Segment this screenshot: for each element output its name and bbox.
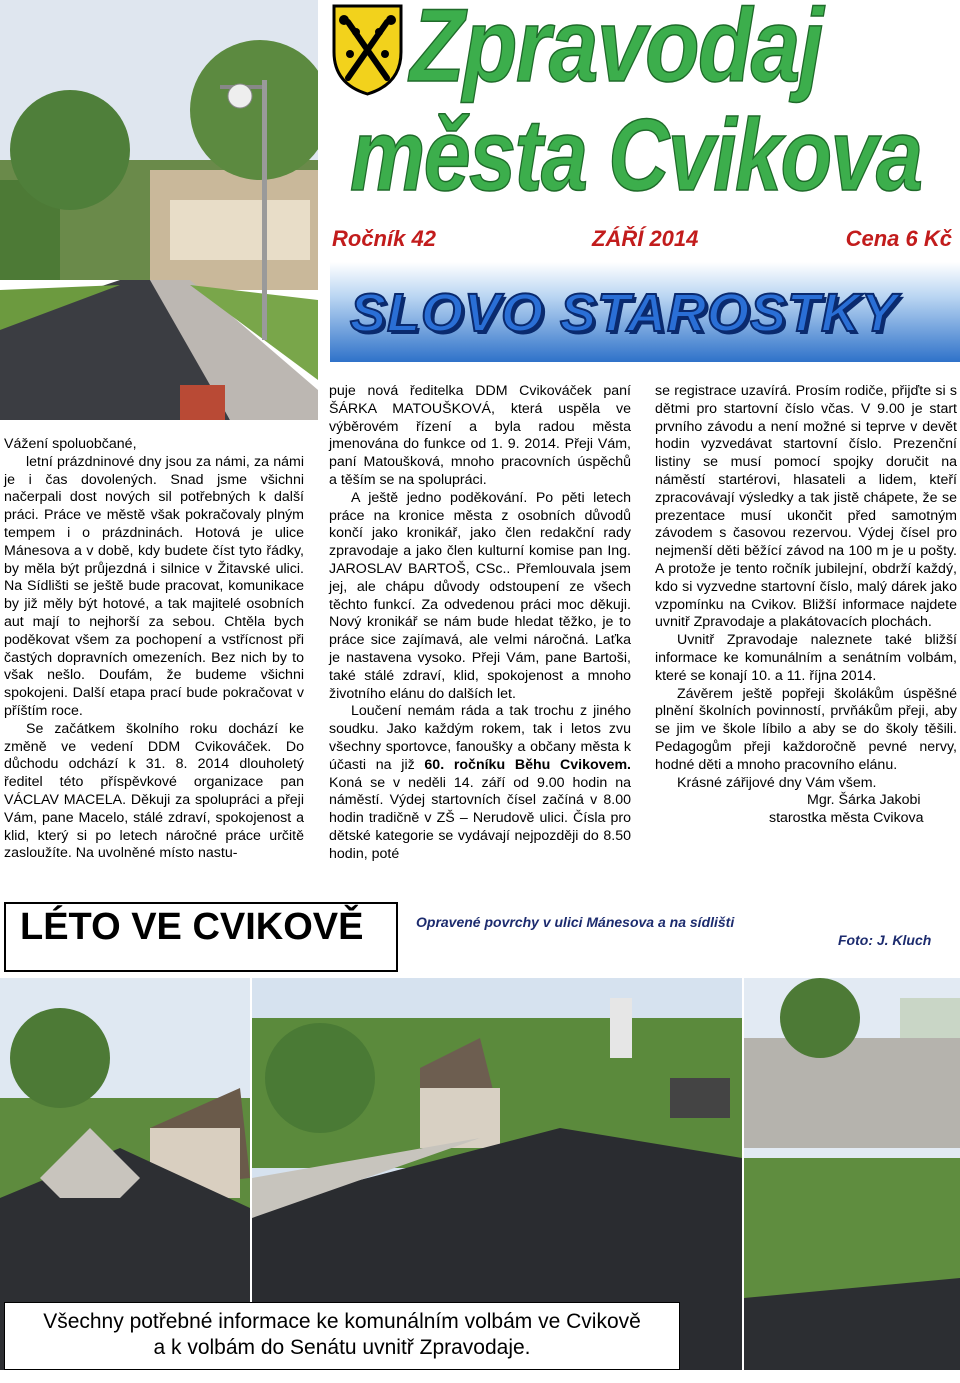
paragraph: Uvnitř Zpravodaje naleznete také bližší informace ke komunálním a senátním volbám, které se konají 10. a 11. října 2014.	[655, 632, 957, 684]
street-photo	[0, 0, 318, 420]
paragraph-text: Loučení nemám ráda a tak trochu z jiného soudku. Jako každým rokem, tak i letos zvu všechny sportovce, fanoušky a občany města k účasti na již	[329, 703, 631, 773]
banner-line2: a k volbám do Senátu uvnitř Zpravodaje.	[153, 1336, 531, 1359]
masthead-title-line1: Zpravodaj	[410, 0, 822, 104]
paragraph: Se začátkem školního roku dochází ke změně ve vedení DDM Cvikováček. Do důchodu odchází k 31. 8. 2014 dlouholetý ředitel této příspěvkové organizace pan VÁCLAV MACELA. Děkuji za spolupráci a přeji Vám, pane Macelo, stálé zdraví, spokojenost a klid, který si po letech náročné práce určitě zasloužíte. Na uvolněné místo nastu-	[4, 720, 304, 862]
photo-caption: Opravené povrchy v ulici Mánesova a na sídlišti	[416, 914, 735, 930]
greeting: Vážení spoluobčané,	[4, 436, 137, 452]
paragraph-text: Koná se v neděli 14. září od 9.00 hodin na náměstí. Výdej startovních čísel začíná v 8.00 hodin tradičně v ZŠ – Nerudově ulici. Čísla pro dětské kategorie se vydávají nejpozději do 8.50 hodin, poté	[329, 774, 631, 862]
price-label: Cena 6 Kč	[845, 226, 952, 251]
signature-name: Mgr. Šárka Jakobi	[807, 792, 921, 809]
issue-date: ZÁŘÍ 2014	[592, 226, 699, 251]
paragraph: se registrace uzavírá. Prosím rodiče, přijďte si s dětmi pro startovní číslo včas. V 9.00 je start prvního závodu a není možné si teprve v devět hodin vyzvedávat startovní číslo. Prezenční listiny se musí pomocí spojky doručit na náměstí startérovi, hlasateli a lidem, kteří zpracovávají výsledky a tak jistě chápete, že se prezentace musí ukončit před samotným závodem s časovou rezervou. Výdej čísel pro nejmenší děti běžící závod na 100 m je u pošty. A protože je tento ročník jubilejní, obdrží každý, kdo si vyzvedne startovní číslo, malý dárek jako vzpomínku na Cvikov. Bližší informace najdete uvnitř Zpravodaje a plakátovacích plochách.	[655, 383, 957, 631]
paragraph: A ještě jedno poděkování. Po pěti letech práce na kronice města z osobních důvodů končí jako kronikář, jako člen redakční rady zpravodaje a jako člen kulturní komise pan Ing. JAROSLAV BARTOŠ, CSc.. Přemlouvala jsem jej, ale chápu důvody odstoupení ze všech těchto funkcí. Za odvedenou práci moc děkuji. Nový kronikář se nám bude hledat těžko, je to práce sice zajímavá, ale velmi náročná. Laťka je nastavena vysoko. Přeji Vám, pane Bartoši, také stálé zdraví, klid, spokojenost a mnoho životního elánu do dalších let.	[329, 489, 631, 702]
paragraph: Závěrem ještě popřeji školákům úspěšné plnění školních povinností, prvňákům přeji, aby se jim ve škole líbilo a aby se do školy těšili. Pedagogům přeji každoročně pevné nervy, hodné děti a mnoho pracovního elánu.	[655, 685, 957, 773]
section-title: SLOVO STAROSTKY	[350, 283, 899, 343]
signature-role: starostka města Cvikova	[769, 810, 924, 827]
city-coat-of-arms	[330, 2, 405, 97]
photo-housing-estate	[744, 978, 960, 1370]
race-name: 60. ročníku Běhu Cvikovem.	[424, 756, 631, 773]
volume-label: Ročník 42	[332, 226, 436, 251]
article-column-1	[4, 436, 304, 863]
paragraph	[329, 703, 631, 863]
issue-info-bar	[330, 226, 956, 252]
photo-credit: Foto: J. Kluch	[838, 932, 932, 948]
paragraph: letní prázdninové dny jsou za námi, za námi je i čas dovolených. Snad jsme všichni načerpali dost nových sil potřebných k další práci. Práce ve městě však pokračovaly plným tempem i o prázdninách. Hotová je ulice Mánesova a v době, kdy budete číst tyto řádky, by měla být průjezdná i silnice v Žitavské ulici. Na Sídlišti se ještě bude pracovat, komunikace by již měly být hotové, a tak majitelé osobních aut mají to nejhorší za sebou. Chtěla bych poděkovat všem za pochopení a vstřícnost při častých dopravních omezeních. Bez nich by to však nešlo. Doufám, že budeme všichni spokojeni. Další etapa prací bude pokračovat v příštím roce.	[4, 453, 304, 719]
masthead-title-line2: města Cvikova	[350, 98, 922, 212]
closing-wish: Krásné zářijové dny Vám všem.	[677, 774, 877, 791]
paragraph: puje nová ředitelka DDM Cvikováček paní ŠÁRKA MATOUŠKOVÁ, která uspěla ve výběrovém řízení a byla radou města jmenována do funkce od 1. 9. 2014. Přeji Vám, paní Matoušková, mnoho pracovních úspěchů a těším se na spolupráci.	[329, 383, 631, 488]
article-column-3	[655, 383, 957, 828]
article-column-2	[329, 383, 631, 864]
summer-heading: LÉTO VE CVIKOVĚ	[20, 906, 364, 948]
banner-line1: Všechny potřebné informace ke komunálním volbám ve Cvikově	[43, 1310, 641, 1333]
elections-banner	[4, 1302, 680, 1370]
